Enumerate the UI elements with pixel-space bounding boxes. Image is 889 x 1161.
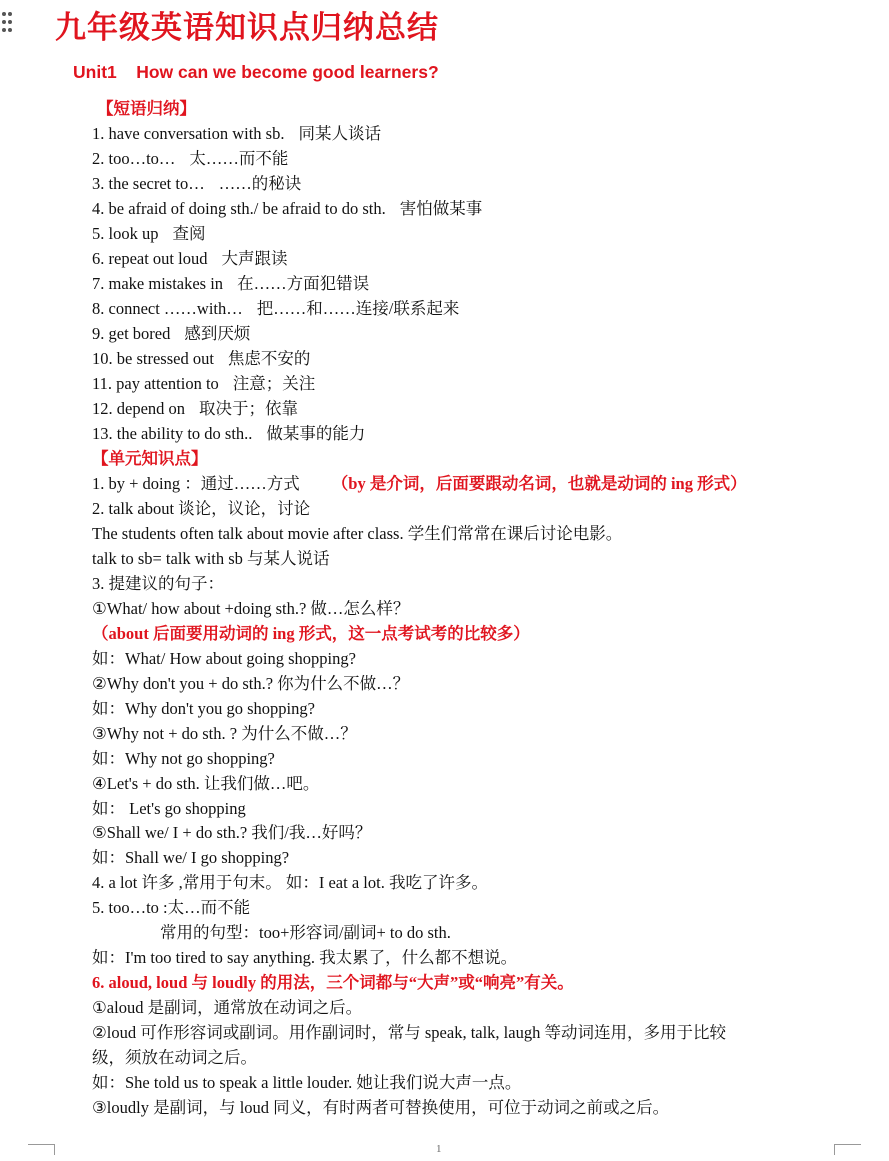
phrase-chinese: 害怕做某事 bbox=[399, 199, 483, 218]
phrase-chinese: 把……和……连接/联系起来 bbox=[256, 299, 460, 318]
phrase-item bbox=[92, 173, 301, 195]
phrase-english: 9. get bored bbox=[92, 324, 171, 343]
suggestion-4: ④Let's + do sth. 让我们做…吧。 bbox=[92, 774, 320, 793]
knowledge-line-5: 5. too…to :太…而不能 bbox=[92, 898, 251, 917]
phrase-chinese: 查阅 bbox=[172, 224, 206, 243]
loud-usage-example: 如：She told us to speak a little louder. 她让我们说大声一点。 bbox=[92, 1073, 522, 1092]
phrase-item bbox=[92, 423, 365, 445]
sentence-pattern: 常用的句型：too+形容词/副词+ to do sth. bbox=[160, 923, 451, 942]
phrase-chinese: 做某事的能力 bbox=[266, 424, 366, 443]
suggestion-2-example: 如：Why don't you go shopping? bbox=[92, 699, 315, 718]
page-corner-mark bbox=[28, 1144, 55, 1155]
suggestion-1: ①What/ how about +doing sth.? 做…怎么样？ bbox=[92, 599, 410, 618]
suggestion-2: ②Why don't you + do sth.? 你为什么不做…？ bbox=[92, 674, 410, 693]
phrase-english: 11. pay attention to bbox=[92, 374, 219, 393]
phrase-english: 8. connect ……with… bbox=[92, 299, 243, 318]
example-sentence: The students often talk about movie after class. 学生们常常在课后讨论电影。 bbox=[92, 524, 623, 543]
loud-usage-1: ②loud 可作形容词或副词。用作副词时，常与 speak, talk, laugh 等动词连用，多用于比较 bbox=[92, 1023, 726, 1042]
suggestion-3: ③Why not + do sth. ? 为什么不做…？ bbox=[92, 724, 357, 743]
knowledge-text: 1. by + doing ：通过……方式 bbox=[92, 474, 300, 493]
knowledge-note: （by 是介词，后面要跟动名词，也就是动词的 ing 形式） bbox=[331, 474, 747, 493]
unit-heading: Unit1 How can we become good learners? bbox=[73, 62, 439, 82]
page-number: 1 bbox=[436, 1143, 442, 1155]
document-title: 九年级英语知识点归纳总结 bbox=[55, 10, 439, 46]
synonym-line: talk to sb= talk with sb 与某人说话 bbox=[92, 549, 330, 568]
phrase-item bbox=[92, 348, 310, 370]
phrase-item bbox=[92, 123, 381, 145]
phrase-english: 7. make mistakes in bbox=[92, 274, 224, 293]
knowledge-line-2: 2. talk about 谈论，议论，讨论 bbox=[92, 499, 311, 518]
suggestion-5: ⑤Shall we/ I + do sth.? 我们/我…好吗？ bbox=[92, 823, 372, 842]
loudly-usage: ③loudly 是副词，与 loud 同义，有时两者可替换使用，可位于动词之前或之后。 bbox=[92, 1098, 670, 1117]
phrase-item bbox=[92, 273, 369, 295]
knowledge-line-6: 6. aloud, loud 与 loudly 的用法，三个词都与“大声”或“响亮”有关。 bbox=[92, 973, 574, 992]
phrase-item bbox=[92, 248, 287, 270]
phrase-english: 6. repeat out loud bbox=[92, 249, 208, 268]
phrase-english: 13. the ability to do sth.. bbox=[92, 424, 253, 443]
phrase-item bbox=[92, 323, 250, 345]
suggestion-3-example: 如：Why not go shopping? bbox=[92, 749, 275, 768]
phrase-english: 4. be afraid of doing sth./ be afraid to do sth. bbox=[92, 199, 386, 218]
phrase-item bbox=[92, 298, 459, 320]
phrase-chinese: 在……方面犯错误 bbox=[237, 274, 370, 293]
phrase-chinese: 焦虑不安的 bbox=[227, 349, 311, 368]
phrase-chinese: ……的秘诀 bbox=[218, 174, 302, 193]
knowledge-line-1 bbox=[92, 473, 747, 495]
phrase-item bbox=[92, 373, 315, 395]
knowledge-line-3: 3. 提建议的句子： bbox=[92, 574, 224, 593]
suggestion-4-example: 如： Let's go shopping bbox=[92, 799, 246, 818]
phrase-chinese: 注意；关注 bbox=[232, 374, 316, 393]
phrase-item bbox=[92, 223, 205, 245]
knowledge-line-5-example: 如：I'm too tired to say anything. 我太累了，什么都不想说。 bbox=[92, 948, 518, 967]
phrase-english: 12. depend on bbox=[92, 399, 186, 418]
suggestion-5-example: 如：Shall we/ I go shopping? bbox=[92, 848, 290, 867]
drag-handle-icon[interactable] bbox=[2, 12, 14, 36]
phrase-english: 10. be stressed out bbox=[92, 349, 214, 368]
phrase-chinese: 感到厌烦 bbox=[184, 324, 251, 343]
phrase-chinese: 太……而不能 bbox=[189, 149, 289, 168]
phrase-chinese: 取决于；依靠 bbox=[199, 399, 299, 418]
loud-usage-2: 级，须放在动词之后。 bbox=[92, 1048, 257, 1067]
phrase-chinese: 同某人谈话 bbox=[298, 124, 381, 143]
page-corner-mark bbox=[834, 1144, 861, 1155]
phrase-english: 5. look up bbox=[92, 224, 159, 243]
phrase-chinese: 大声跟读 bbox=[221, 249, 288, 268]
aloud-usage: ①aloud 是副词，通常放在动词之后。 bbox=[92, 998, 363, 1017]
phrase-english: 2. too…to… bbox=[92, 149, 176, 168]
suggestion-1-example: 如：What/ How about going shopping? bbox=[92, 649, 356, 668]
phrase-item bbox=[92, 398, 298, 420]
phrase-item bbox=[92, 198, 482, 220]
phrase-item bbox=[92, 148, 288, 170]
phrase-english: 1. have conversation with sb. bbox=[92, 124, 285, 143]
knowledge-line-4: 4. a lot 许多 ,常用于句末。 如：I eat a lot. 我吃了许多。 bbox=[92, 873, 488, 892]
phrase-english: 3. the secret to… bbox=[92, 174, 205, 193]
section-heading-phrases: 【短语归纳】 bbox=[97, 99, 196, 118]
section-heading-knowledge: 【单元知识点】 bbox=[92, 449, 208, 468]
suggestion-1-note: （about 后面要用动词的 ing 形式，这一点考试考的比较多） bbox=[92, 624, 530, 643]
